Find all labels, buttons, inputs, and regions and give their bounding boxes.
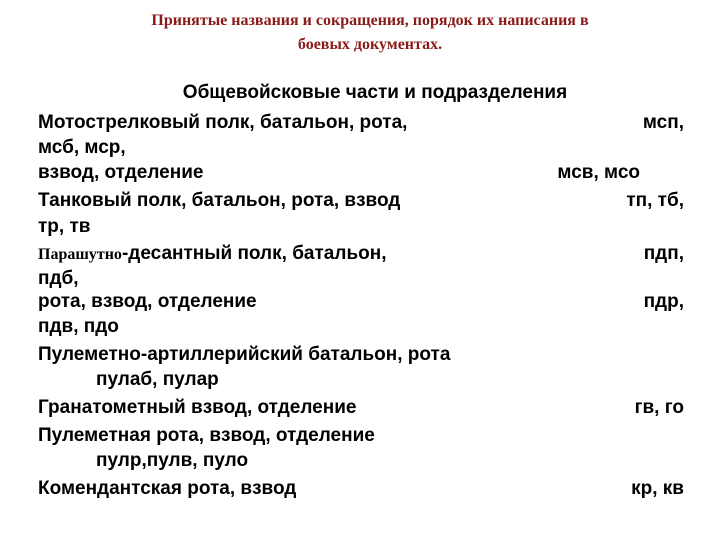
abbreviation: пдп,	[643, 243, 684, 264]
list-line: пдв, пдо	[38, 316, 119, 337]
list-line: Танковый полк, батальон, рота, взвод	[38, 190, 401, 211]
list-line: Гранатометный взвод, отделение	[38, 397, 357, 418]
abbreviation: пдр,	[643, 291, 684, 312]
abbreviation: тп, тб,	[626, 190, 684, 211]
list-line: Комендантская рота, взвод	[38, 478, 297, 499]
abbreviation: кр, кв	[631, 478, 684, 499]
document-title-line-1: Принятые названия и сокращения, порядок их написания в	[151, 12, 589, 29]
list-line: тр, тв	[38, 216, 91, 237]
section-heading: Общевойсковые части и подразделения	[182, 82, 568, 103]
abbreviation: мсв, мсо	[557, 162, 640, 183]
list-line: Пулеметная рота, взвод, отделение	[38, 425, 375, 446]
list-line: пулр,пулв, пуло	[96, 450, 249, 471]
list-line: пулаб, пулар	[96, 369, 219, 390]
list-line: взвод, отделение	[38, 162, 204, 183]
list-line: мсб, мср,	[38, 137, 126, 158]
list-line: рота, взвод, отделение	[38, 291, 257, 312]
list-line: Мотострелковый полк, батальон, рота,	[38, 112, 408, 133]
list-line: Пулеметно-артиллерийский батальон, рота	[38, 344, 451, 365]
document-title-line-2: боевых документах.	[297, 36, 443, 53]
abbreviation: гв, го	[634, 397, 684, 418]
list-line	[38, 243, 386, 265]
list-line-prefix: Парашутно	[38, 246, 122, 263]
abbreviation: мсп,	[642, 112, 684, 133]
list-line-rest: -десантный полк, батальон,	[121, 243, 387, 264]
list-line: пдб,	[38, 268, 79, 289]
